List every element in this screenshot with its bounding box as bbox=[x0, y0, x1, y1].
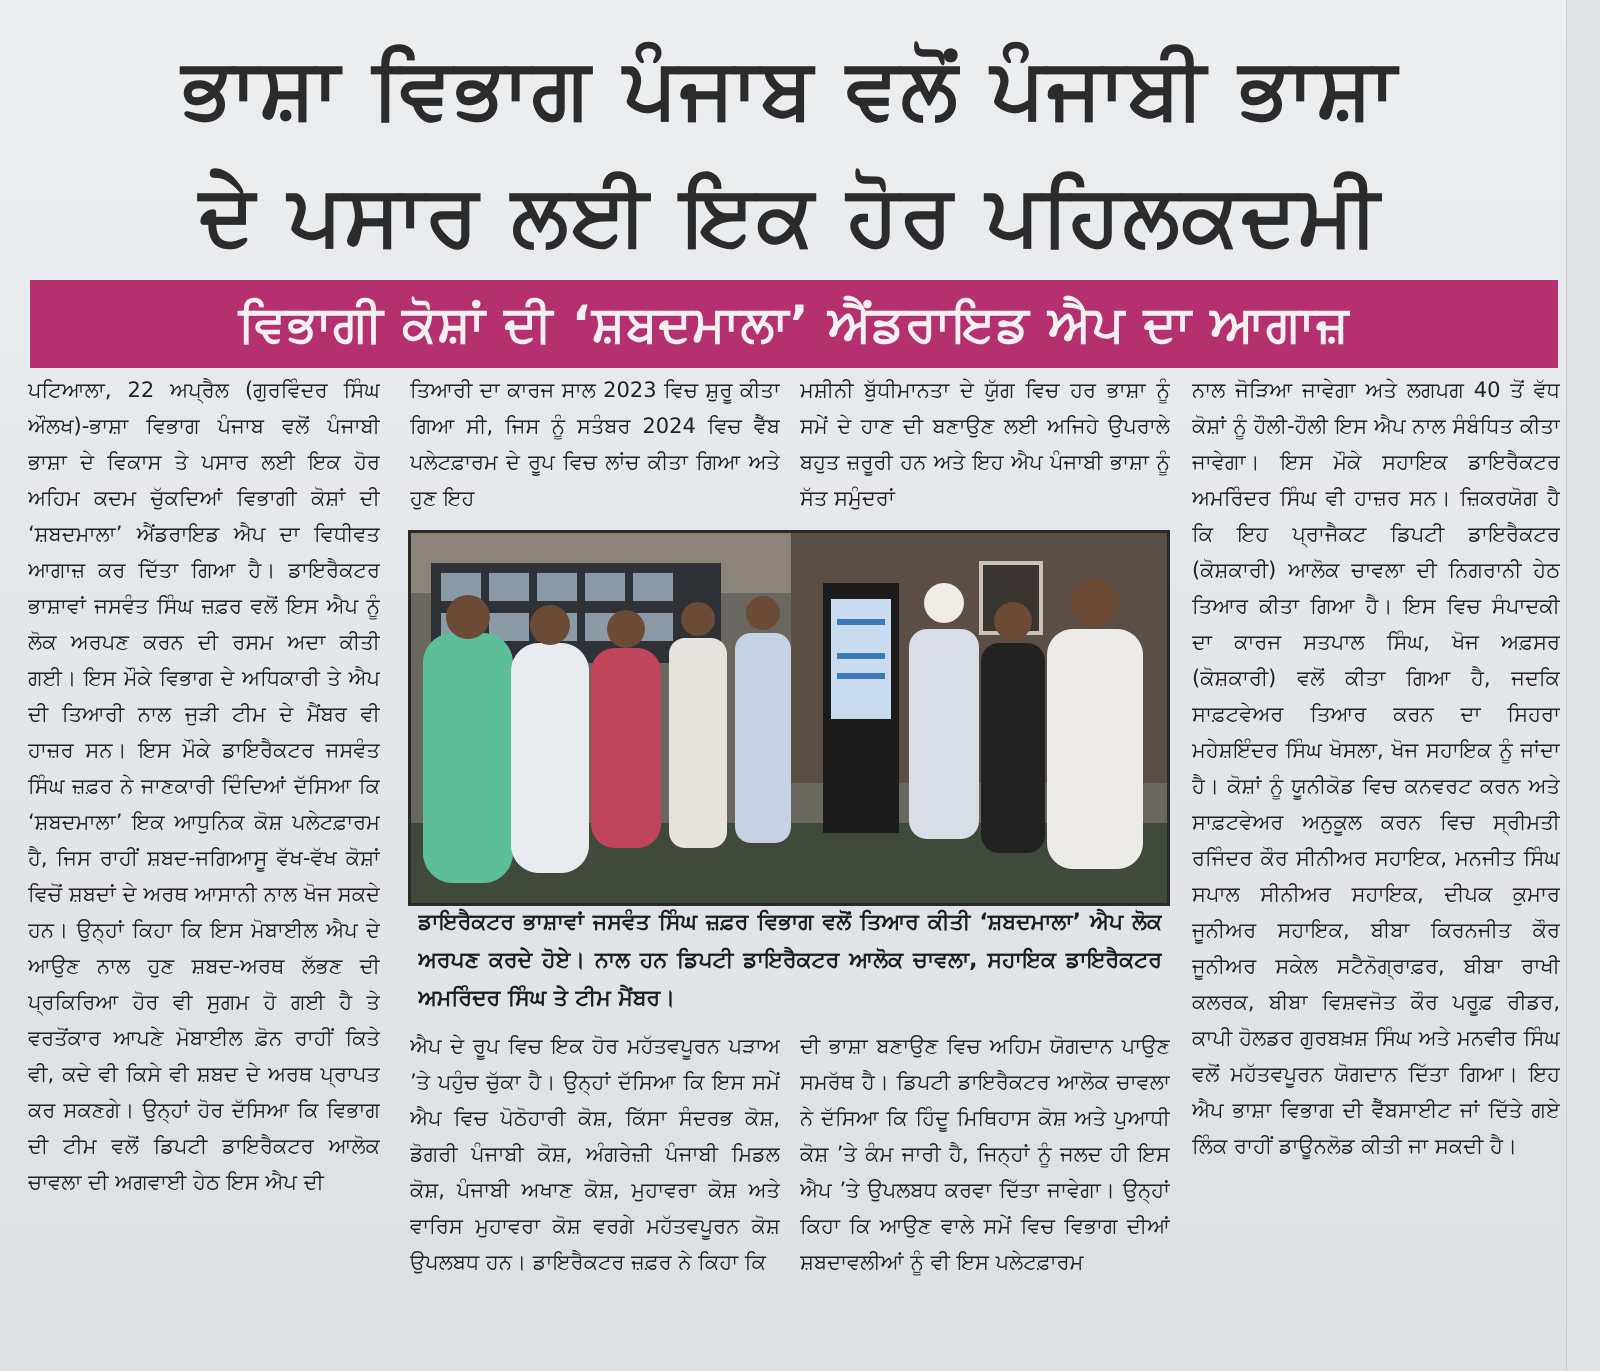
article-column-2-bottom bbox=[410, 1028, 780, 1362]
article-column-1 bbox=[28, 372, 380, 1362]
kiosk-screen bbox=[823, 583, 899, 833]
headline-line-2: ਦੇ ਪਸਾਰ ਲਈ ਇਕ ਹੋਰ ਪਹਿਲਕਦਮੀ bbox=[199, 166, 1381, 264]
headline-line-1: ਭਾਸ਼ਾ ਵਿਭਾਗ ਪੰਜਾਬ ਵਲੋਂ ਪੰਜਾਬੀ ਭਾਸ਼ਾ bbox=[181, 39, 1399, 137]
column-2-bottom-text: ਐਪ ਦੇ ਰੂਪ ਵਿਚ ਇਕ ਹੋਰ ਮਹੱਤਵਪੂਰਨ ਪੜਾਅ ’ਤੇ ਪਹੁੰਚ ਚੁੱਕਾ ਹੈ। ਉਨ੍ਹਾਂ ਦੱਸਿਆ ਕਿ ਇਸ ਸਮੇਂ ਐਪ ਵਿਚ ਪੋਠੋਹਾਰੀ ਕੋਸ਼, ਕਿੱਸਾ ਸੰਦਰਭ ਕੋਸ਼, ਡੋਗਰੀ ਪੰਜਾਬੀ ਕੋਸ਼, ਅੰਗਰੇਜ਼ੀ ਪੰਜਾਬੀ ਮਿਡਲ ਕੋਸ਼, ਪੰਜਾਬੀ ਅਖਾਣ ਕੋਸ਼, ਮੁਹਾਵਰਾ ਕੋਸ਼ ਅਤੇ ਵਾਰਿਸ ਮੁਹਾਵਰਾ ਕੋਸ਼ ਵਰਗੇ ਮਹੱਤਵਪੂਰਨ ਕੋਸ਼ ਉਪਲਬਧ ਹਨ। ਡਾਇਰੈਕਟਰ ਜ਼ਫ਼ਰ ਨੇ ਕਿਹਾ ਕਿ bbox=[410, 1034, 780, 1274]
column-1-text: ਪਟਿਆਲਾ, 22 ਅਪ੍ਰੈਲ (ਗੁਰਵਿੰਦਰ ਸਿੰਘ ਔਲਖ)-ਭਾਸ਼ਾ ਵਿਭਾਗ ਪੰਜਾਬ ਵਲੋਂ ਪੰਜਾਬੀ ਭਾਸ਼ਾ ਦੇ ਵਿਕਾਸ ਤੇ ਪਸਾਰ ਲਈ ਇਕ ਹੋਰ ਅਹਿਮ ਕਦਮ ਚੁੱਕਦਿਆਂ ਵਿਭਾਗੀ ਕੋਸ਼ਾਂ ਦੀ ‘ਸ਼ਬਦਮਾਲਾ’ ਐਂਡਰਾਇਡ ਐਪ ਦਾ ਵਿਧੀਵਤ ਆਗਾਜ਼ ਕਰ ਦਿੱਤਾ ਗਿਆ ਹੈ। ਡਾਇਰੈਕਟਰ ਭਾਸ਼ਾਵਾਂ ਜਸਵੰਤ ਸਿੰਘ ਜ਼ਫ਼ਰ ਵਲੋਂ ਇਸ ਐਪ ਨੂੰ ਲੋਕ ਅਰਪਣ ਕਰਨ ਦੀ ਰਸਮ ਅਦਾ ਕੀਤੀ ਗਈ। ਇਸ ਮੌਕੇ ਵਿਭਾਗ ਦੇ ਅਧਿਕਾਰੀ ਤੇ ਐਪ ਦੀ ਤਿਆਰੀ ਨਾਲ ਜੁੜੀ ਟੀਮ ਦੇ ਮੈਂਬਰ ਵੀ ਹਾਜ਼ਰ ਸਨ। ਇਸ ਮੌਕੇ ਡਾਇਰੈਕਟਰ ਜਸਵੰਤ ਸਿੰਘ ਜ਼ਫ਼ਰ ਨੇ ਜਾਣਕਾਰੀ ਦਿੰਦਿਆਂ ਦੱਸਿਆ ਕਿ ‘ਸ਼ਬਦਮਾਲਾ’ ਇਕ ਆਧੁਨਿਕ ਕੋਸ਼ ਪਲੇਟਫ਼ਾਰਮ ਹੈ, ਜਿਸ ਰਾਹੀਂ ਸ਼ਬਦ-ਜਗਿਆਸੂ ਵੱਖ-ਵੱਖ ਕੋਸ਼ਾਂ ਵਿਚੋਂ ਸ਼ਬਦਾਂ ਦੇ ਅਰਥ ਆਸਾਨੀ ਨਾਲ ਖੋਜ ਸਕਦੇ ਹਨ। ਉਨ੍ਹਾਂ ਕਿਹਾ ਕਿ ਇਸ ਮੋਬਾਈਲ ਐਪ ਦੇ ਆਉਣ ਨਾਲ ਹੁਣ ਸ਼ਬਦ-ਅਰਥ ਲੱਭਣ ਦੀ ਪ੍ਰਕਿਰਿਆ ਹੋਰ ਵੀ ਸੁਗਮ ਹੋ ਗਈ ਹੈ ਤੇ ਵਰਤੋਂਕਾਰ ਆਪਣੇ ਮੋਬਾਈਲ ਫ਼ੋਨ ਰਾਹੀਂ ਕਿਤੇ ਵੀ, ਕਦੇ ਵੀ ਕਿਸੇ ਵੀ ਸ਼ਬਦ ਦੇ ਅਰਥ ਪ੍ਰਾਪਤ ਕਰ ਸਕਣਗੇ। ਉਨ੍ਹਾਂ ਹੋਰ ਦੱਸਿਆ ਕਿ ਵਿਭਾਗ ਦੀ ਟੀਮ ਵਲੋਂ ਡਿਪਟੀ ਡਾਇਰੈਕਟਰ ਆਲੋਕ ਚਾਵਲਾ ਦੀ ਅਗਵਾਈ ਹੇਠ ਇਸ ਐਪ ਦੀ bbox=[28, 378, 380, 1194]
article-column-2-top bbox=[410, 372, 780, 522]
photo-caption: ਡਾਇਰੈਕਟਰ ਭਾਸ਼ਾਵਾਂ ਜਸਵੰਤ ਸਿੰਘ ਜ਼ਫ਼ਰ ਵਿਭਾਗ ਵਲੋਂ ਤਿਆਰ ਕੀਤੀ ‘ਸ਼ਬਦਮਾਲਾ’ ਐਪ ਲੋਕ ਅਰਪਣ ਕਰਦੇ ਹੋਏ। ਨਾਲ ਹਨ ਡਿਪਟੀ ਡਾਇਰੈਕਟਰ ਆਲੋਕ ਚਾਵਲਾ, ਸਹਾਇਕ ਡਾਇਰੈਕਟਰ ਅਮਰਿੰਦਰ ਸਿੰਘ ਤੇ ਟੀਮ ਮੈਂਬਰ। bbox=[418, 910, 1162, 1011]
column-4-text: ਨਾਲ ਜੋੜਿਆ ਜਾਵੇਗਾ ਅਤੇ ਲਗਪਗ 40 ਤੋਂ ਵੱਧ ਕੋਸ਼ਾਂ ਨੂੰ ਹੌਲੀ-ਹੌਲੀ ਇਸ ਐਪ ਨਾਲ ਸੰਬੰਧਿਤ ਕੀਤਾ ਜਾਵੇਗਾ। ਇਸ ਮੌਕੇ ਸਹਾਇਕ ਡਾਇਰੈਕਟਰ ਅਮਰਿੰਦਰ ਸਿੰਘ ਵੀ ਹਾਜ਼ਰ ਸਨ। ਜ਼ਿਕਰਯੋਗ ਹੈ ਕਿ ਇਹ ਪ੍ਰਾਜੈਕਟ ਡਿਪਟੀ ਡਾਇਰੈਕਟਰ (ਕੋਸ਼ਕਾਰੀ) ਆਲੋਕ ਚਾਵਲਾ ਦੀ ਨਿਗਰਾਨੀ ਹੇਠ ਤਿਆਰ ਕੀਤਾ ਗਿਆ ਹੈ। ਇਸ ਵਿਚ ਸੰਪਾਦਕੀ ਦਾ ਕਾਰਜ ਸਤਪਾਲ ਸਿੰਘ, ਖੋਜ ਅਫ਼ਸਰ (ਕੋਸ਼ਕਾਰੀ) ਵਲੋਂ ਕੀਤਾ ਗਿਆ ਹੈ, ਜਦਕਿ ਸਾਫ਼ਟਵੇਅਰ ਤਿਆਰ ਕਰਨ ਦਾ ਸਿਹਰਾ ਮਹੇਸ਼ਇੰਦਰ ਸਿੰਘ ਖੋਸਲਾ, ਖੋਜ ਸਹਾਇਕ ਨੂੰ ਜਾਂਦਾ ਹੈ। ਕੋਸ਼ਾਂ ਨੂੰ ਯੂਨੀਕੋਡ ਵਿਚ ਕਨਵਰਟ ਕਰਨ ਅਤੇ ਸਾਫ਼ਟਵੇਅਰ ਅਨੁਕੂਲ ਕਰਨ ਵਿਚ ਸ੍ਰੀਮਤੀ ਰਜਿੰਦਰ ਕੌਰ ਸੀਨੀਅਰ ਸਹਾਇਕ, ਮਨਜੀਤ ਸਿੰਘ ਸਪਾਲ ਸੀਨੀਅਰ ਸਹਾਇਕ, ਦੀਪਕ ਕੁਮਾਰ ਜੂਨੀਅਰ ਸਹਾਇਕ, ਬੀਬਾ ਕਿਰਨਜੀਤ ਕੌਰ ਜੂਨੀਅਰ ਸਕੇਲ ਸਟੈਨੋਗ੍ਰਾਫ਼ਰ, ਬੀਬਾ ਰਾਖੀ ਕਲਰਕ, ਬੀਬਾ ਵਿਸ਼ਵਜੋਤ ਕੌਰ ਪਰੂਫ਼ ਰੀਡਰ, ਕਾਪੀ ਹੋਲਡਰ ਗੁਰਬਖ਼ਸ਼ ਸਿੰਘ ਅਤੇ ਮਨਵੀਰ ਸਿੰਘ ਵਲੋਂ ਮਹੱਤਵਪੂਰਨ ਯੋਗਦਾਨ ਦਿੱਤਾ ਗਿਆ। ਇਹ ਐਪ ਭਾਸ਼ਾ ਵਿਭਾਗ ਦੀ ਵੈੱਬਸਾਈਟ ਜਾਂ ਦਿੱਤੇ ਗਏ ਲਿੰਕ ਰਾਹੀਂ ਡਾਊਨਲੋਡ ਕੀਤੀ ਜਾ ਸਕਦੀ ਹੈ। bbox=[1192, 378, 1560, 1158]
article-column-3-bottom bbox=[800, 1028, 1170, 1362]
column-3-bottom-text: ਦੀ ਭਾਸ਼ਾ ਬਣਾਉਣ ਵਿਚ ਅਹਿਮ ਯੋਗਦਾਨ ਪਾਉਣ ਸਮਰੱਥ ਹੈ। ਡਿਪਟੀ ਡਾਇਰੈਕਟਰ ਆਲੋਕ ਚਾਵਲਾ ਨੇ ਦੱਸਿਆ ਕਿ ਹਿੰਦੂ ਮਿਥਿਹਾਸ ਕੋਸ਼ ਅਤੇ ਪੁਆਧੀ ਕੋਸ਼ ’ਤੇ ਕੰਮ ਜਾਰੀ ਹੈ, ਜਿਨ੍ਹਾਂ ਨੂੰ ਜਲਦ ਹੀ ਇਸ ਐਪ ’ਤੇ ਉਪਲਬਧ ਕਰਵਾ ਦਿੱਤਾ ਜਾਵੇਗਾ। ਉਨ੍ਹਾਂ ਕਿਹਾ ਕਿ ਆਉਣ ਵਾਲੇ ਸਮੇਂ ਵਿਚ ਵਿਭਾਗ ਦੀਆਂ ਸ਼ਬਦਾਵਲੀਆਂ ਨੂੰ ਵੀ ਇਸ ਪਲੇਟਫ਼ਾਰਮ bbox=[800, 1034, 1170, 1274]
article-column-4 bbox=[1192, 372, 1560, 1362]
column-2-top-text: ਤਿਆਰੀ ਦਾ ਕਾਰਜ ਸਾਲ 2023 ਵਿਚ ਸ਼ੁਰੂ ਕੀਤਾ ਗਿਆ ਸੀ, ਜਿਸ ਨੂੰ ਸਤੰਬਰ 2024 ਵਿਚ ਵੈੱਬ ਪਲੇਟਫ਼ਾਰਮ ਦੇ ਰੂਪ ਵਿਚ ਲਾਂਚ ਕੀਤਾ ਗਿਆ ਅਤੇ ਹੁਣ ਇਹ bbox=[410, 378, 780, 510]
article-column-3-top bbox=[800, 372, 1170, 522]
subheadline-ribbon: ਵਿਭਾਗੀ ਕੋਸ਼ਾਂ ਦੀ ‘ਸ਼ਬਦਮਾਲਾ’ ਐਂਡਰਾਇਡ ਐਪ ਦਾ ਆਗਾਜ਼ bbox=[30, 280, 1558, 368]
adjacent-page-edge bbox=[1566, 0, 1600, 1371]
news-photo bbox=[408, 530, 1170, 906]
column-3-top-text: ਮਸ਼ੀਨੀ ਬੁੱਧੀਮਾਨਤਾ ਦੇ ਯੁੱਗ ਵਿਚ ਹਰ ਭਾਸ਼ਾ ਨੂੰ ਸਮੇਂ ਦੇ ਹਾਣ ਦੀ ਬਣਾਉਣ ਲਈ ਅਜਿਹੇ ਉਪਰਾਲੇ ਬਹੁਤ ਜ਼ਰੂਰੀ ਹਨ ਅਤੇ ਇਹ ਐਪ ਪੰਜਾਬੀ ਭਾਸ਼ਾ ਨੂੰ ਸੱਤ ਸਮੁੰਦਰਾਂ bbox=[800, 378, 1170, 510]
